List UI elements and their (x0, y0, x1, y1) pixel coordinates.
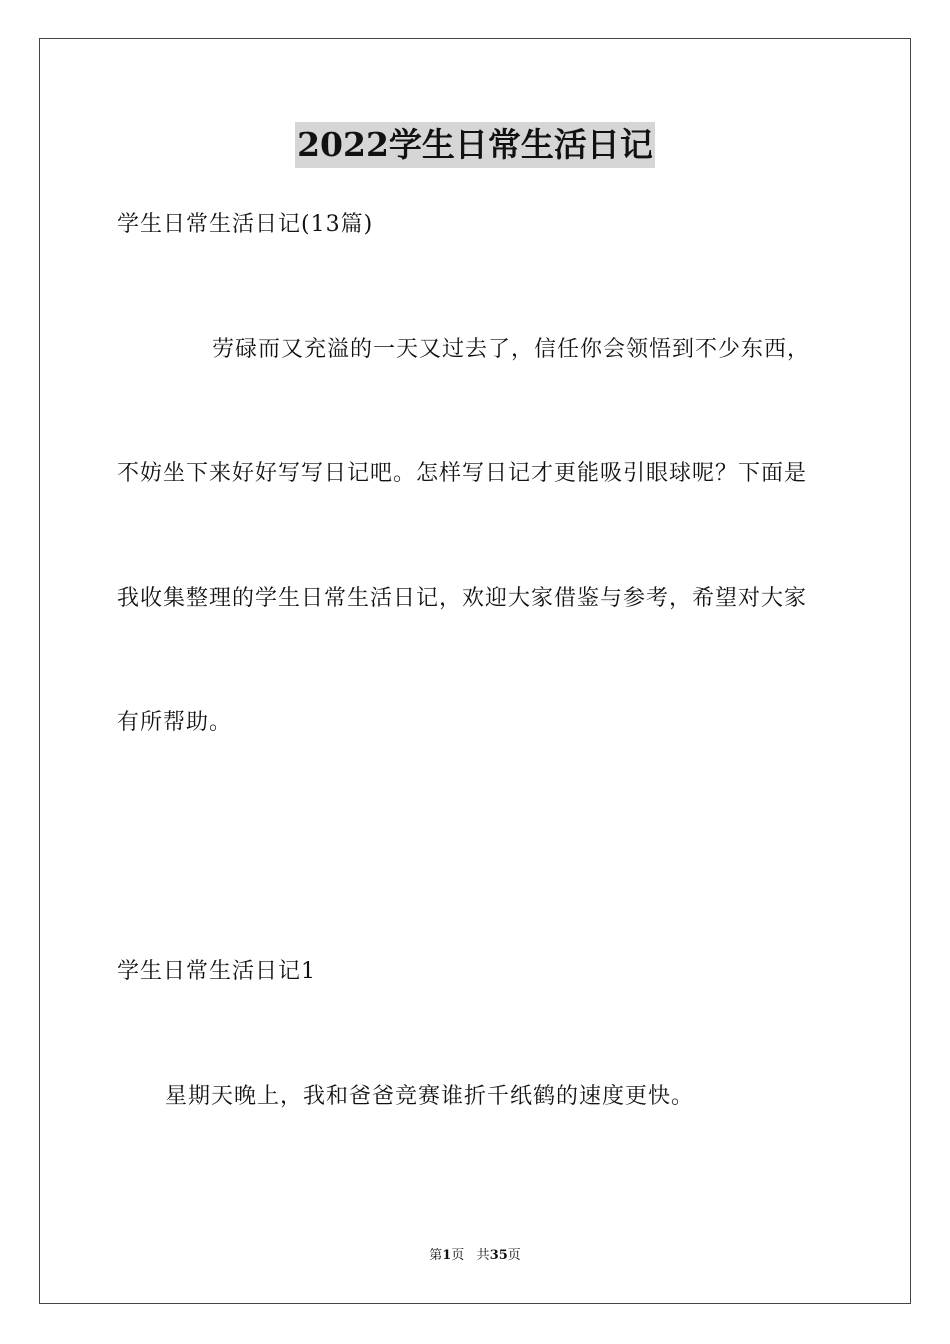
intro-line-4: 有所帮助。 (117, 710, 233, 735)
footer-page-prefix: 第 (429, 1248, 443, 1263)
footer-page-number: 1 (442, 1248, 452, 1263)
intro-line-2: 不妨坐下来好好写写日记吧。怎样写日记才更能吸引眼球呢？下面是 (117, 461, 808, 486)
document-title: 2022学生日常生活日记 (295, 122, 655, 168)
footer-page-suffix: 页 (451, 1248, 465, 1263)
intro-line-3: 我收集整理的学生日常生活日记，欢迎大家借鉴与参考，希望对大家 (117, 586, 808, 611)
section-heading: 学生日常生活日记1 (117, 959, 316, 984)
footer-total-pages: 35 (489, 1248, 508, 1263)
title-wrap (0, 122, 950, 168)
section-first-line: 星期天晚上，我和爸爸竞赛谁折千纸鹤的速度更快。 (165, 1084, 695, 1109)
page-footer (0, 1247, 950, 1265)
intro-line-1: 劳碌而又充溢的一天又过去了，信任你会领悟到不少东西， (212, 337, 811, 362)
footer-total-suffix: 页 (507, 1248, 521, 1263)
footer-total-prefix: 共 (476, 1248, 490, 1263)
document-subtitle: 学生日常生活日记(13篇) (117, 212, 374, 237)
